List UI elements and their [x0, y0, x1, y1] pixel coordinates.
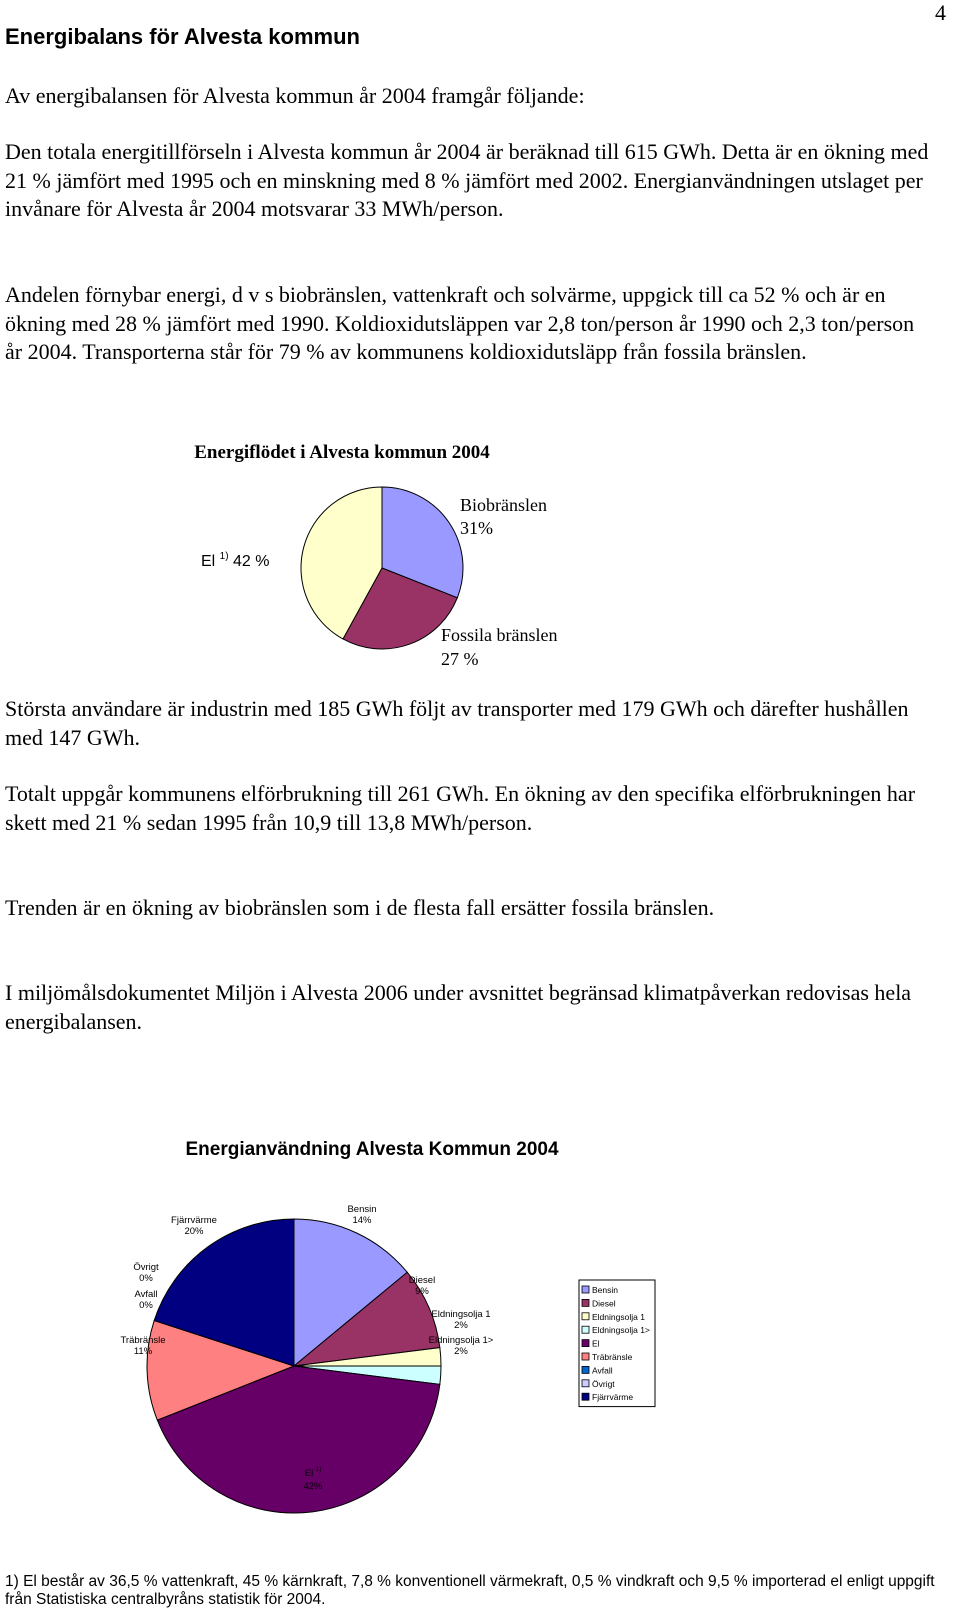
intro-paragraph: Av energibalansen för Alvesta kommun år 2004 framgår följande: — [5, 83, 585, 108]
slice-label-fjarrvarme: Fjärrvärme 20% — [171, 1215, 217, 1237]
legend-label-trabransle: Träbränsle — [592, 1352, 633, 1362]
slice-label-eldningsolja-1: Eldningsolja 1 2% — [431, 1309, 491, 1331]
legend-label-eldningsolja-1-gt: Eldningsolja 1> — [592, 1325, 650, 1336]
slice-label-trabransle: Träbränsle 11% — [120, 1335, 166, 1357]
legend-swatch-ovrigt — [582, 1380, 589, 1387]
legend-label-eldningsolja-1: Eldningsolja 1 — [592, 1311, 645, 1322]
legend-swatch-diesel — [582, 1299, 589, 1306]
legend-label-diesel: Diesel — [592, 1298, 616, 1309]
energy-flow-chart-title: Energiflödet i Alvesta kommun 2004 — [194, 442, 490, 463]
slice-label-diesel: Diesel 9% — [408, 1275, 436, 1297]
electricity-paragraph: Totalt uppgår kommunens elförbrukning till 261 GWh. En ökning av den specifika elförbrukningen har skett med 21 % sedan 1995 från 10,9 till 13,8 MWh/person. — [5, 781, 916, 835]
legend-swatch-bensin — [582, 1286, 589, 1293]
legend-label-el: El — [592, 1338, 600, 1349]
legend-swatch-el — [582, 1340, 589, 1347]
document-reference-paragraph: I miljömålsdokumentet Miljön i Alvesta 2006 under avsnittet begränsad klimatpåverkan redovisas hela energibalansen. — [5, 980, 912, 1034]
legend-label-ovrigt: Övrigt — [592, 1378, 615, 1389]
slice-label-fossila-branslen: Fossila bränslen 27 % — [441, 625, 558, 669]
slice-label-el-value: 42% — [303, 1481, 323, 1492]
legend-swatch-eldningsolja-1 — [582, 1313, 589, 1320]
slice-label-biobranslen: Biobränslen 31% — [460, 495, 547, 538]
legend-label-fjarrvarme: Fjärrvärme — [592, 1392, 634, 1403]
footnote: 1) El består av 36,5 % vattenkraft, 45 % kärnkraft, 7,8 % konventionell värmekraft, 0,5 % vindkraft och 9,5 % importerad el enligt uppgift från Statistiska centralbyråns statistik för 2004. — [5, 1573, 935, 1608]
users-paragraph: Största användare är industrin med 185 GWh följt av transporter med 179 GWh och därefter hushållen med 147 GWh. — [5, 696, 909, 750]
supply-paragraph: Den totala energitillförseln i Alvesta kommun år 2004 är beräknad till 615 GWh. Detta är en ökning med 21 % jämfört med 1995 och en minskning med 8 % jämfört med 2002. Energianvändningen utslaget per invånare för Alvesta år 2004 motsvarar 33 MWh/person. — [5, 139, 929, 221]
legend-swatch-eldningsolja-1-gt — [582, 1326, 589, 1333]
legend-swatch-fjarrvarme — [582, 1393, 589, 1400]
slice-label-avfall: Avfall 0% — [134, 1289, 158, 1311]
renewable-paragraph: Andelen förnybar energi, d v s biobränslen, vattenkraft och solvärme, uppgick till ca 52 % och är en ökning med 28 % jämfört med 1990. Koldioxidutsläppen var 2,8 ton/person år 1990 och 2,3 ton/person år 2004. Transporterna står för 79 % av kommunens koldioxidutsläpp från fossila bränslen. — [5, 282, 915, 364]
slice-label-eldningsolja-1-gt: Eldningsolja 1> 2% — [428, 1335, 494, 1357]
legend-label-avfall: Avfall — [592, 1365, 613, 1376]
slice-label-ovrigt: Övrigt 0% — [133, 1262, 159, 1284]
legend-swatch-avfall — [582, 1366, 589, 1373]
legend-label-bensin: Bensin — [592, 1285, 618, 1295]
slice-label-bensin: Bensin 14% — [347, 1204, 377, 1226]
legend-box — [579, 1280, 655, 1407]
page-heading: Energibalans för Alvesta kommun — [5, 24, 360, 49]
page-number: 4 — [935, 0, 946, 25]
trend-paragraph: Trenden är en ökning av biobränslen som i de flesta fall ersätter fossila bränslen. — [5, 895, 715, 920]
slice-label-el: El $^{1)}$ 42 % — [201, 551, 270, 570]
energy-use-chart-title: Energianvändning Alvesta Kommun 2004 — [185, 1139, 559, 1160]
legend-swatch-trabransle — [582, 1353, 589, 1360]
slice-label-el: El $^{1)}$ — [304, 1467, 322, 1479]
